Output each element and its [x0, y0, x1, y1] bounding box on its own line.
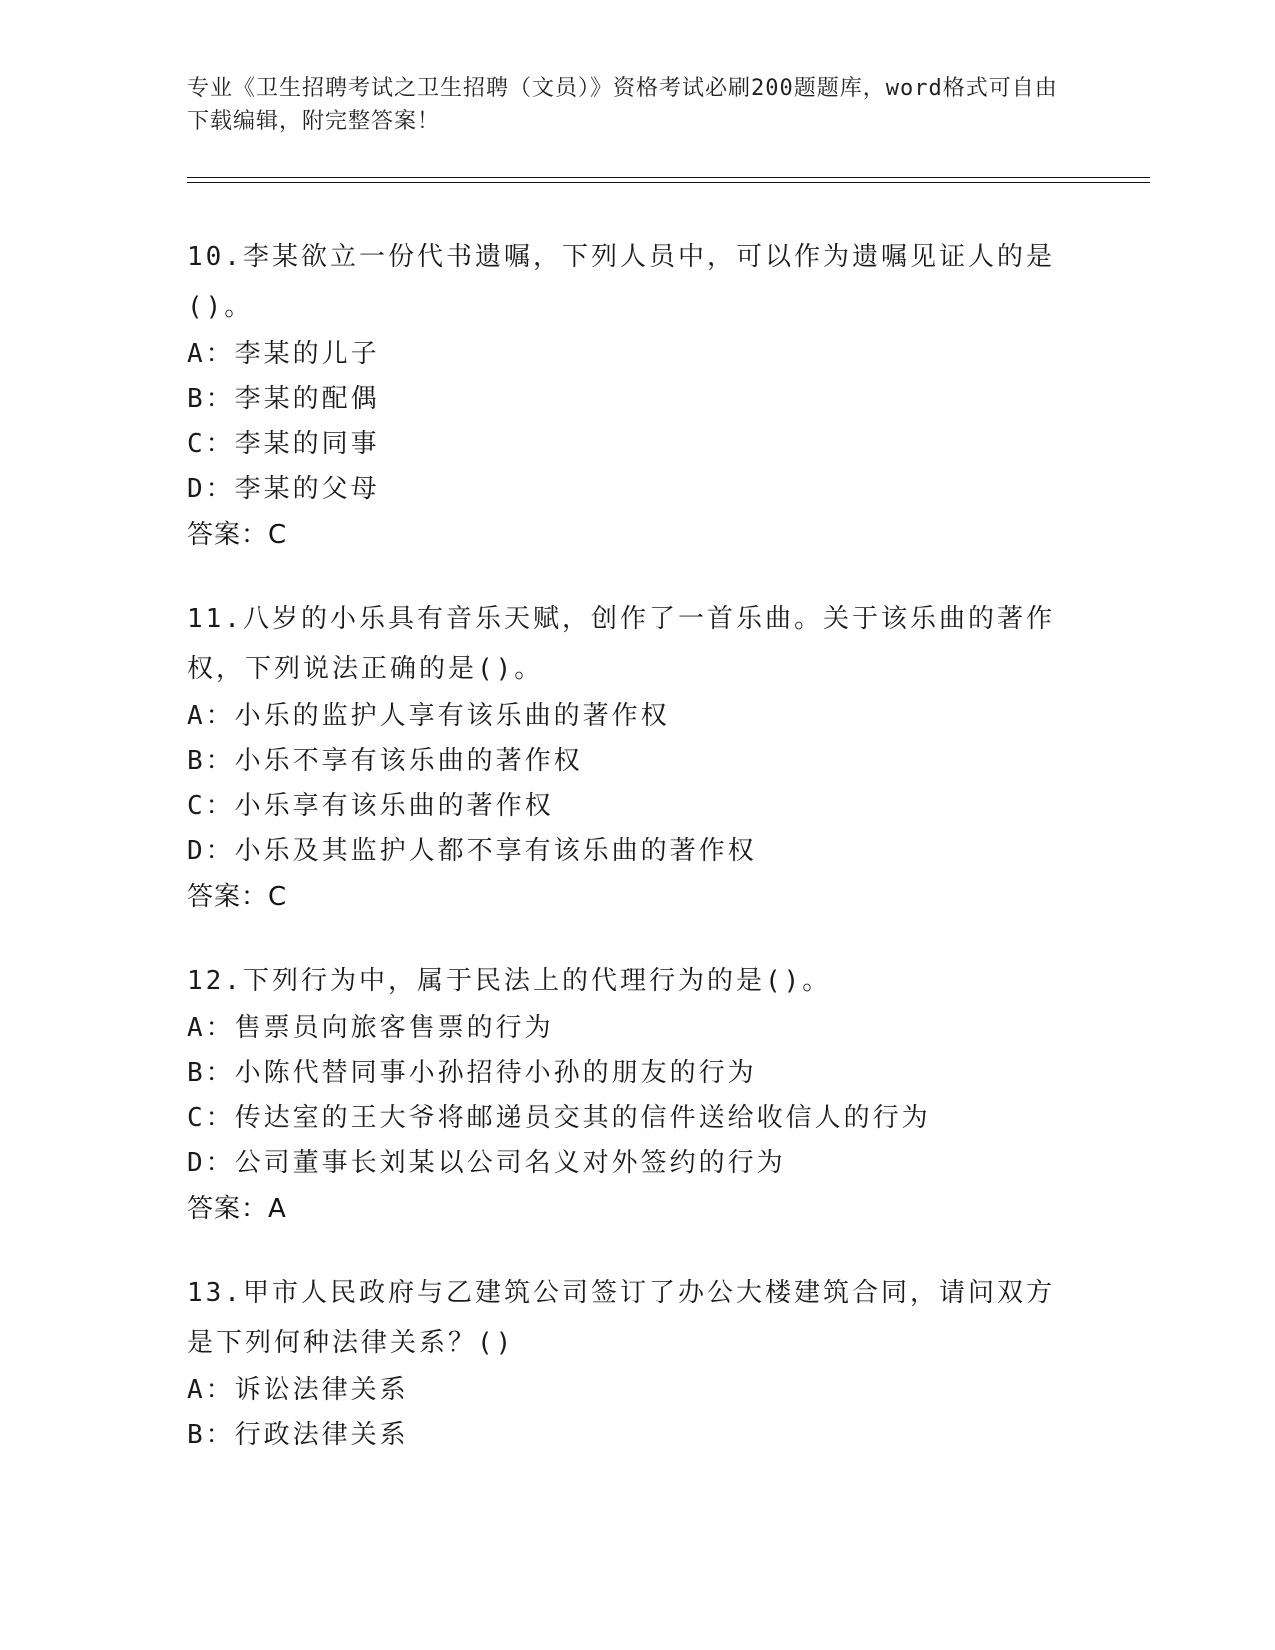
option-a: A：售票员向旅客售票的行为 — [187, 1013, 554, 1043]
document-header: 专业《卫生招聘考试之卫生招聘（文员）》资格考试必刷200题题库，word格式可自由下载编辑，附完整答案！ — [187, 76, 1058, 134]
question-10 — [187, 232, 1087, 558]
option-b: B：行政法律关系 — [187, 1420, 409, 1450]
option-b: B：小陈代替同事小孙招待小孙的朋友的行为 — [187, 1058, 757, 1088]
answer-label: 答案：C — [187, 882, 288, 912]
header-divider-bottom — [187, 182, 1150, 183]
option-d: D：小乐及其监护人都不享有该乐曲的著作权 — [187, 836, 757, 866]
question-12 — [187, 956, 1087, 1232]
option-d: D：李某的父母 — [187, 474, 380, 504]
option-b: B：小乐不享有该乐曲的著作权 — [187, 746, 583, 776]
option-b: B：李某的配偶 — [187, 384, 380, 414]
option-c: C：李某的同事 — [187, 429, 380, 459]
option-a: A：诉讼法律关系 — [187, 1375, 409, 1405]
option-c: C：小乐享有该乐曲的著作权 — [187, 791, 554, 821]
option-d: D：公司董事长刘某以公司名义对外签约的行为 — [187, 1148, 786, 1178]
answer-label: 答案：C — [187, 520, 288, 550]
question-stem: 10.李某欲立一份代书遗嘱，下列人员中，可以作为遗嘱见证人的是()。 — [187, 242, 1055, 322]
answer-label: 答案：A — [187, 1194, 287, 1224]
question-stem: 11.八岁的小乐具有音乐天赋，创作了一首乐曲。关于该乐曲的著作权，下列说法正确的是()。 — [187, 604, 1055, 684]
question-stem: 13.甲市人民政府与乙建筑公司签订了办公大楼建筑合同，请问双方是下列何种法律关系？() — [187, 1278, 1055, 1358]
option-a: A：李某的儿子 — [187, 339, 380, 369]
question-list — [187, 232, 1087, 1494]
question-stem: 12.下列行为中，属于民法上的代理行为的是()。 — [187, 966, 832, 996]
option-c: C：传达室的王大爷将邮递员交其的信件送给收信人的行为 — [187, 1103, 931, 1133]
option-a: A：小乐的监护人享有该乐曲的著作权 — [187, 701, 670, 731]
question-13 — [187, 1268, 1087, 1458]
header-divider-top — [187, 177, 1150, 178]
question-11 — [187, 594, 1087, 920]
